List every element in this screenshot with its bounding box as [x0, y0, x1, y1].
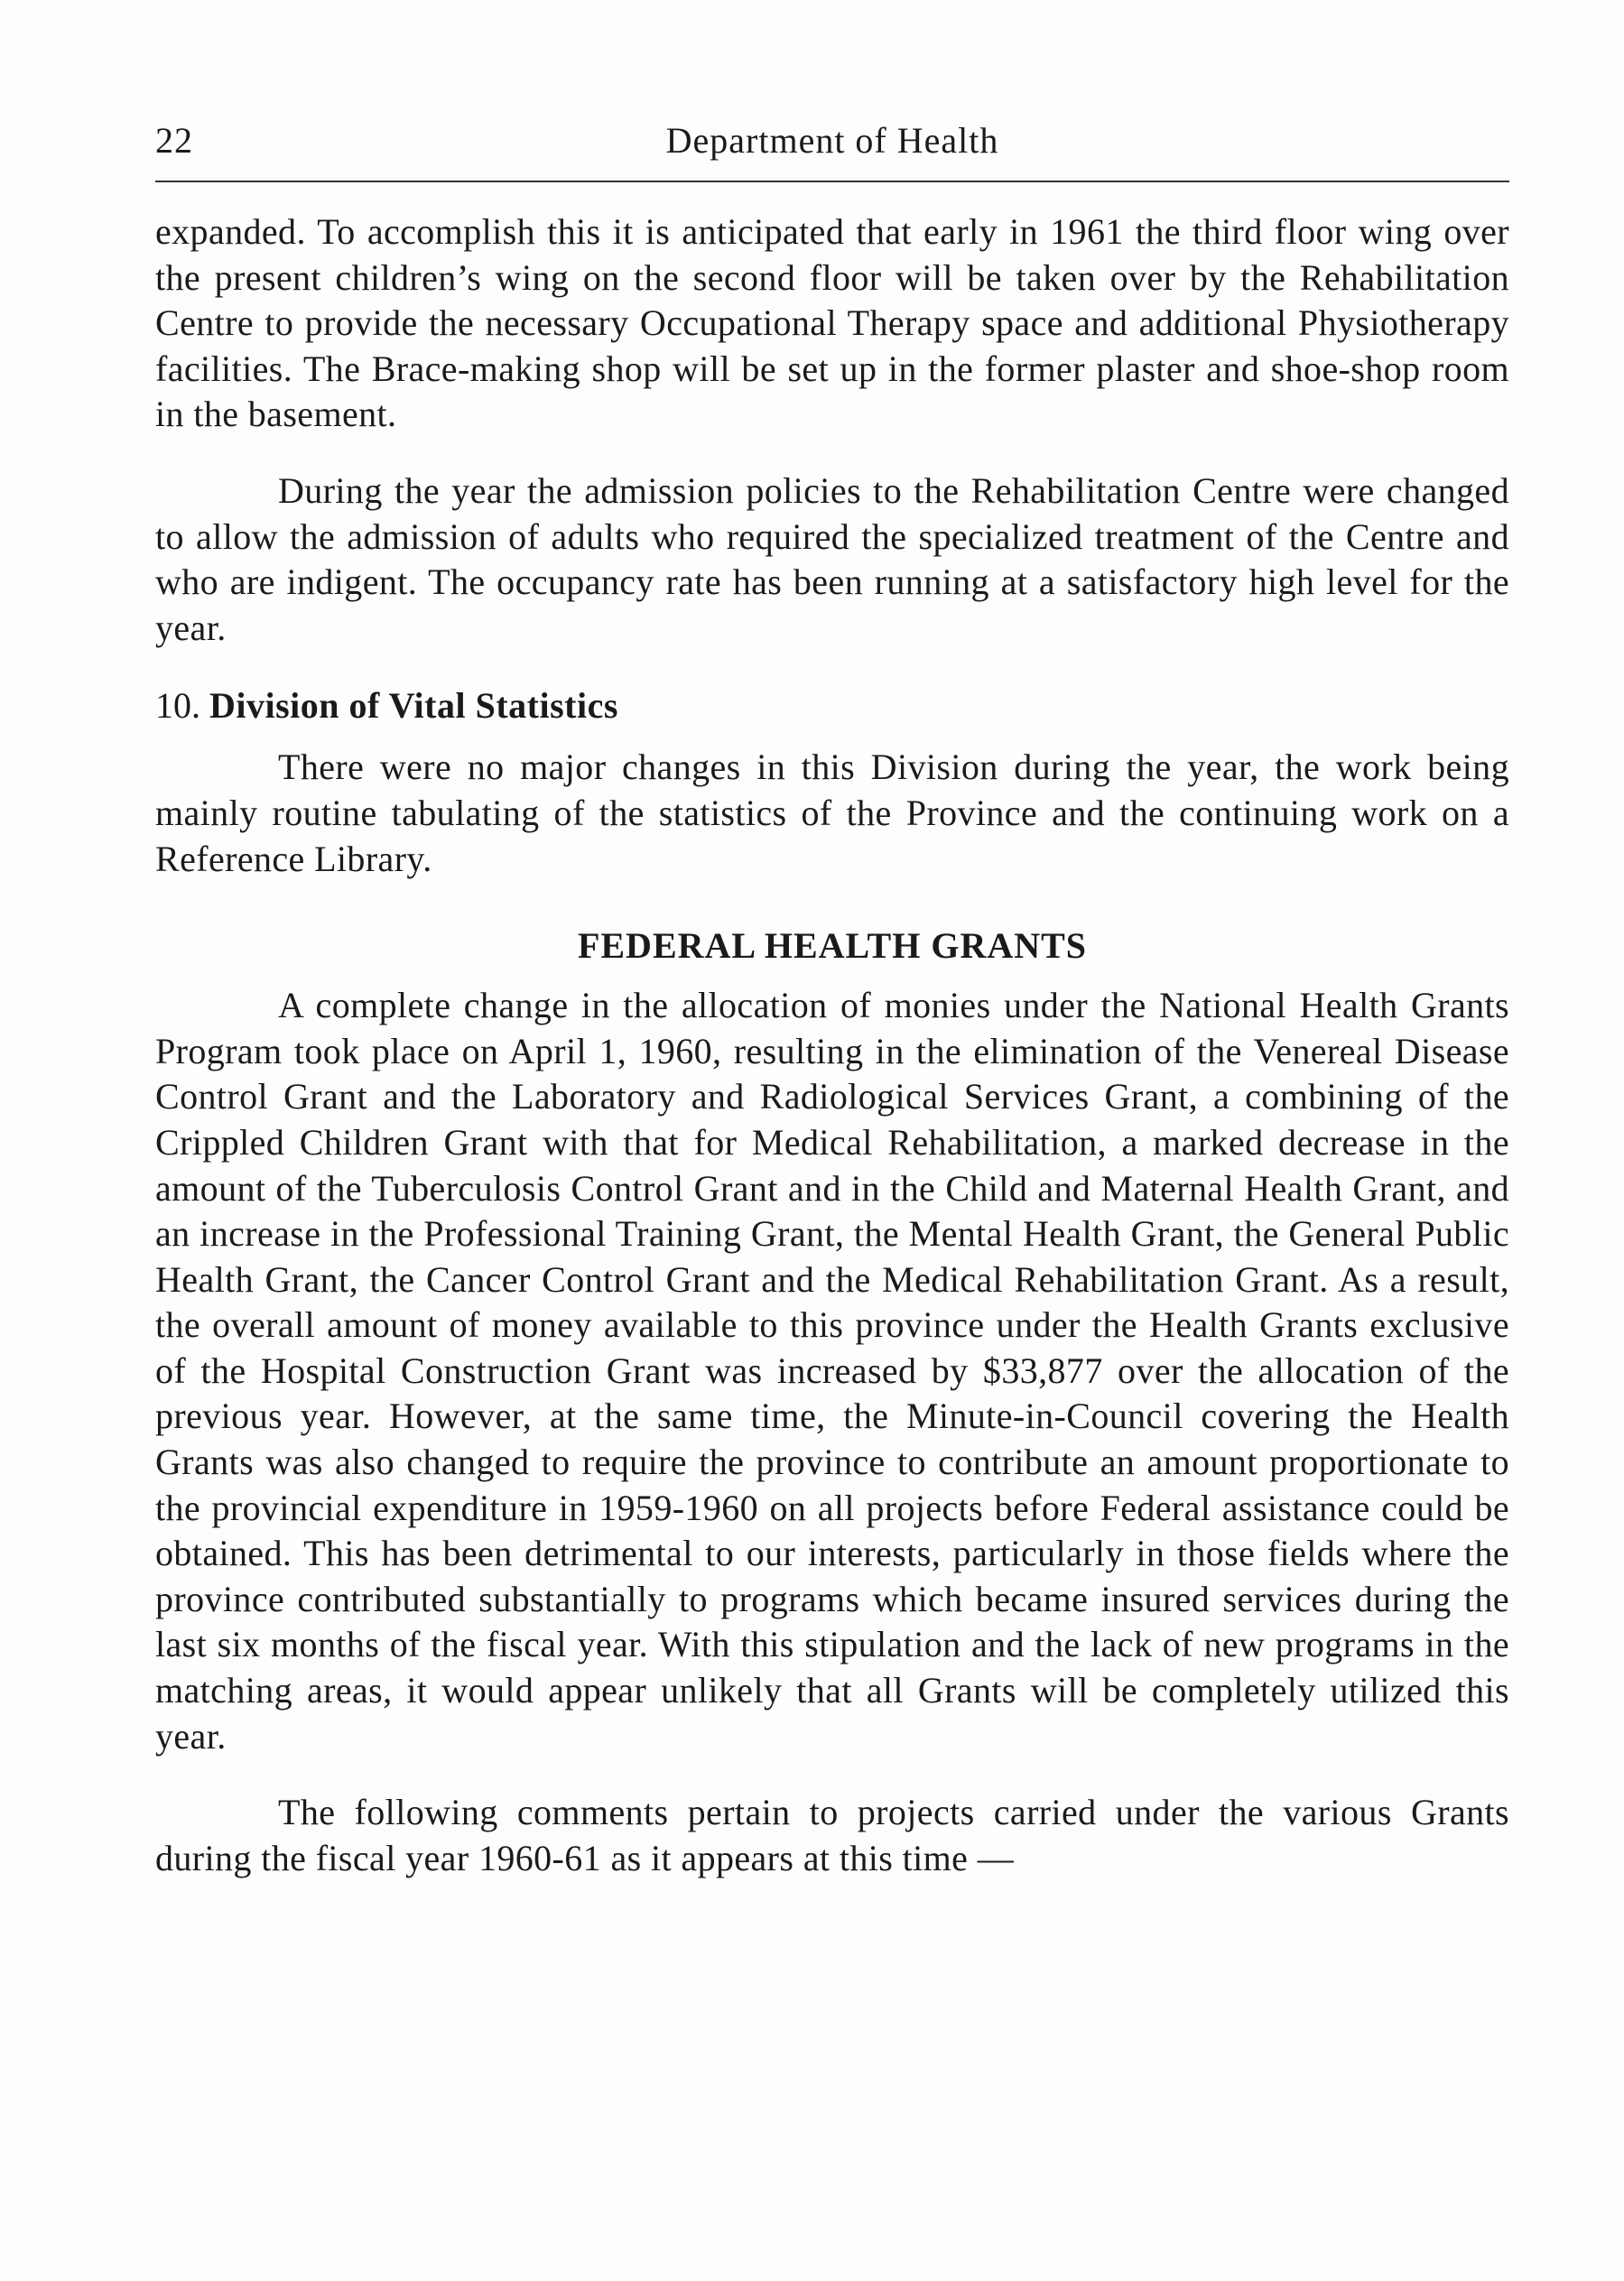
page-number: 22	[155, 120, 193, 161]
running-head: Department of Health	[665, 120, 999, 161]
section-heading-vital-statistics	[155, 683, 1509, 728]
paragraph-following-comments: The following comments pertain to projects carried under the various Grants during the fiscal year 1960-61 as it appears at this time —	[155, 1792, 1509, 1878]
paragraph-rehab-expansion: expanded. To accomplish this it is anticipated that early in 1961 the third floor wing over the present children’s wing on the second floor will be taken over by the Rehabilitation Centre to provide the necessary Occupational Therapy space and additional Physiotherapy facilities. The Brace-making shop will be set up in the former plaster and shoe-shop room in the basement.	[155, 211, 1509, 435]
page-body	[155, 209, 1509, 1881]
header-rule	[155, 181, 1509, 182]
section-number: 10.	[155, 685, 200, 727]
paragraph-grants-allocation: A complete change in the allocation of monies under the National Health Grants Program took place on April 1, 1960, resulting in the elimination of the Venereal Disease Control Grant and the Laboratory and Radiological Services Grant, a combining of the Crippled Children Grant with that for Medical Rehabilitation, a marked decrease in the amount of the Tuberculosis Control Grant and in the Child and Maternal Health Grant, and an increase in the Professional Training Grant, the Mental Health Grant, the General Public Health Grant, the Cancer Control Grant and the Medical Rehabilitation Grant. As a result, the overall amount of money available to this province under the Health Grants exclusive of the Hospital Construction Grant was increased by $33,877 over the allocation of the previous year. However, at the same time, the Minute-in-Council covering the Health Grants was also changed to require the province to contribute an amount proportionate to the provincial expenditure in 1959-1960 on all projects before Federal assistance could be obtained. This has been detrimental to our interests, particularly in those fields where the province contributed substantially to programs which became insured services during the last six months of the fiscal year. With this stipulation and the lack of new programs in the matching areas, it would appear unlikely that all Grants will be completely utilized this year.	[155, 985, 1509, 1757]
page-header	[155, 119, 1509, 175]
paragraph-vital-statistics: There were no major changes in this Division during the year, the work being mainly routine tabulating of the statistics of the Province and the continuing work on a Reference Library.	[155, 746, 1509, 879]
paragraph-admission-policies: During the year the admission policies to the Rehabilitation Centre were changed to allow the admission of adults who required the specialized treatment of the Centre and who are indigent. The occupancy rate has been running at a satisfactory high level for the year.	[155, 469, 1509, 648]
section-title: Division of Vital Statistics	[209, 685, 618, 727]
heading-federal-health-grants: FEDERAL HEALTH GRANTS	[577, 925, 1088, 967]
